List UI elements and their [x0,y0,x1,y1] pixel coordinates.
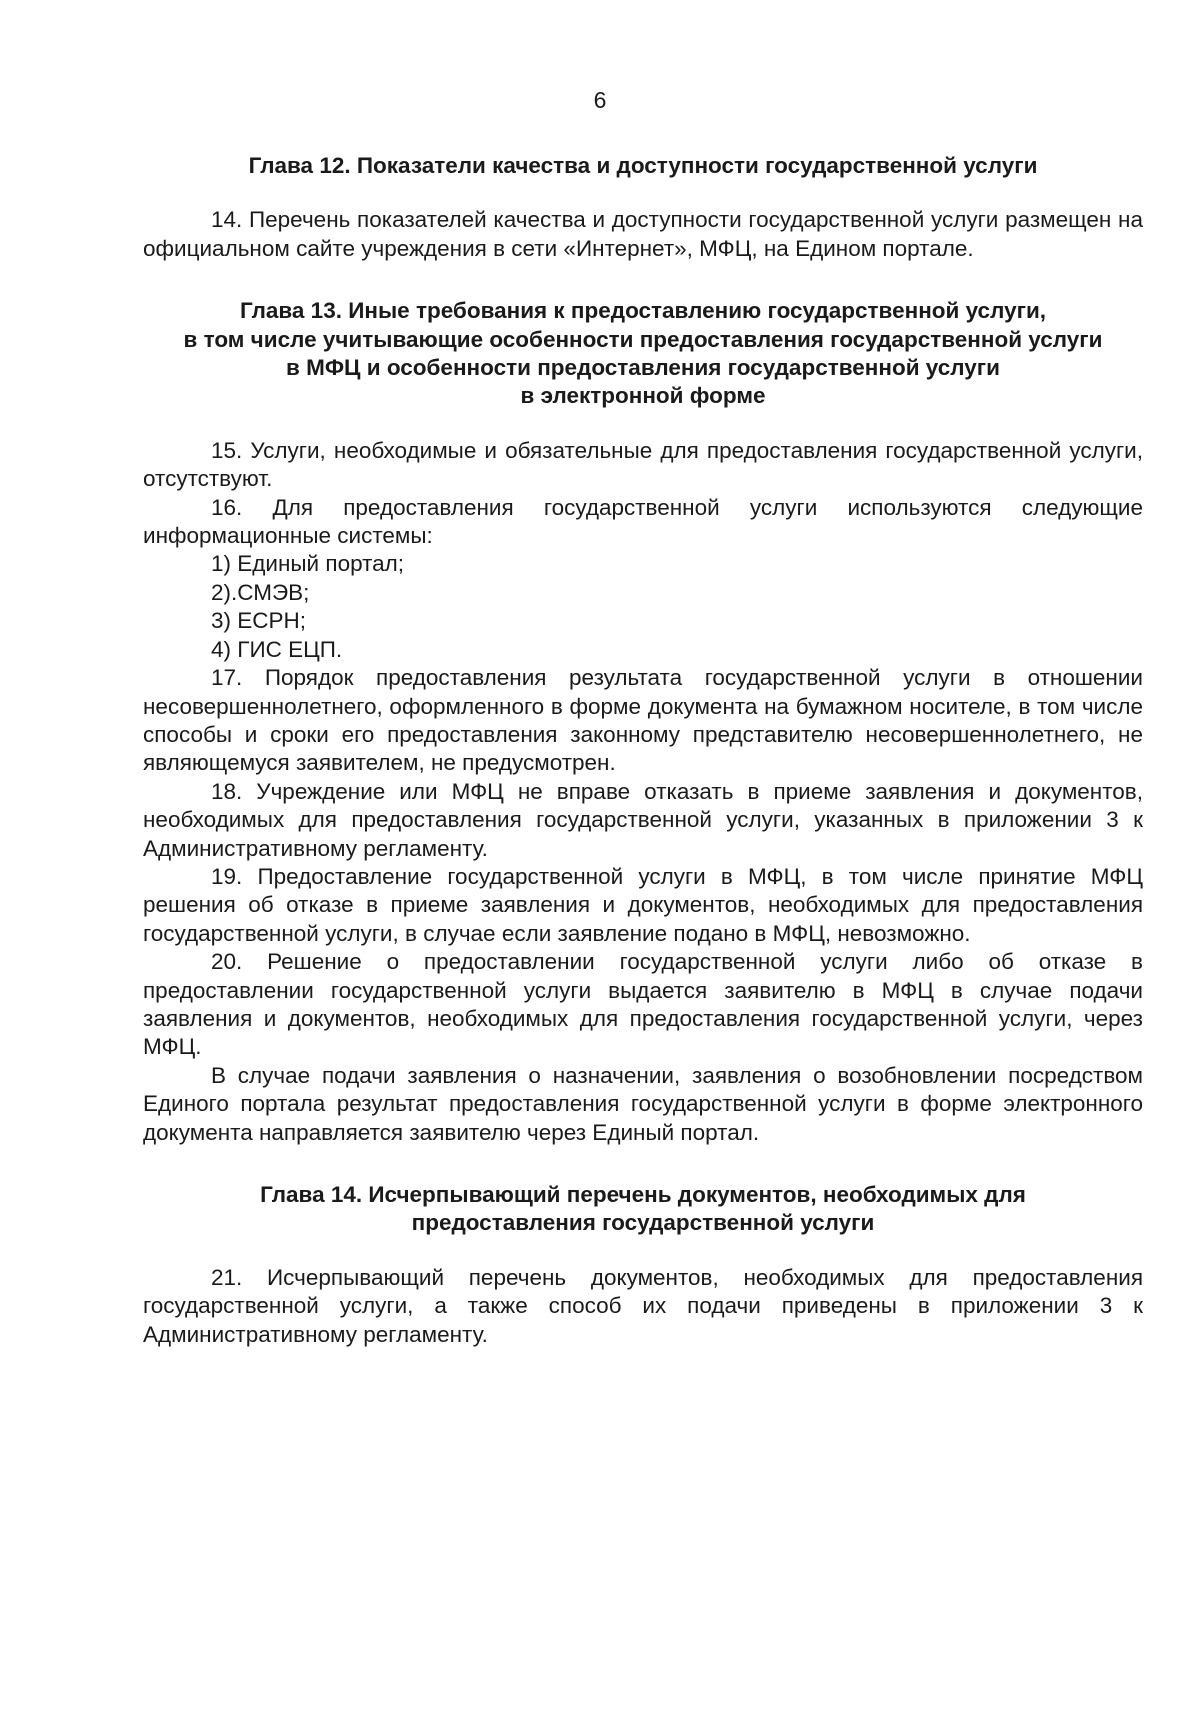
chapter-14-heading [143,1181,1143,1238]
paragraph-15: 15. Услуги, необходимые и обязательные для предоставления государственной услуги, отсутствуют. [143,437,1143,492]
chapter-13-heading [143,297,1143,411]
paragraph-19: 19. Предоставление государственной услуги в МФЦ, в том числе принятие МФЦ решения об отказе в приеме заявления и документов, необходимых для предоставления государственной услуги, в случае если заявление подано в МФЦ, невозможно. [143,863,1143,946]
paragraph-14: 14. Перечень показателей качества и доступности государственной услуги размещен на официальном сайте учреждения в сети «Интернет», МФЦ, на Едином портале. [143,207,1143,261]
list-item-system: 2).СМЭВ; [211,579,310,605]
chapter-12-heading: Глава 12. Показатели качества и доступности государственной услуги [248,153,1038,178]
paragraph-20: 20. Решение о предоставлении государственной услуги либо об отказе в предоставлении государственной услуги выдается заявителю в МФЦ в случае подачи заявления и документов, необходимых для предоставления государственной услуги, через МФЦ. [143,949,1143,1060]
list-item-system: 3) ЕСРН; [211,608,307,634]
paragraph-17: 17. Порядок предоставления результата государственной услуги в отношении несовершеннолетнего, оформленного в форме документа на бумажном носителе, в том числе способы и сроки его предоставления законному представителю несовершеннолетнего, не являющемуся заявителем, не предусмотрен. [143,665,1143,776]
chapter-13-heading-line: в том числе учитывающие особенности предоставления государственной услуги [183,326,1103,352]
chapter-13-heading-line: в МФЦ и особенности предоставления государственной услуги [286,355,1000,381]
list-item-system: 1) Единый портал; [211,551,405,577]
paragraph-18: 18. Учреждение или МФЦ не вправе отказать в приеме заявления и документов, необходимых для предоставления государственной услуги, указанных в приложении 3 к Административному регламенту. [143,778,1143,861]
chapter-14-heading-line: предоставления государственной услуги [411,1210,875,1236]
paragraph-16: 16. Для предоставления государственной услуги используются следующие информационные системы: [143,494,1143,549]
chapter-13-heading-line: в электронной форме [520,383,766,409]
page-number: 6 [593,87,607,113]
chapter-14-heading-line: Глава 14. Исчерпывающий перечень документов, необходимых для [260,1182,1026,1207]
page-content [143,152,1143,1349]
chapter-13-heading-line: Глава 13. Иные требования к предоставлению государственной услуги, [239,298,1047,324]
list-item-system: 4) ГИС ЕЦП. [211,636,343,662]
paragraph-21: 21. Исчерпывающий перечень документов, необходимых для предоставления государственной услуги, а также способ их подачи приведены в приложении 3 к Административному регламенту. [143,1264,1143,1347]
paragraph-20-continued: В случае подачи заявления о назначении, заявления о возобновлении посредством Единого портала результат предоставления государственной услуги в форме электронного документа направляется заявителю через Единый портал. [143,1062,1143,1145]
